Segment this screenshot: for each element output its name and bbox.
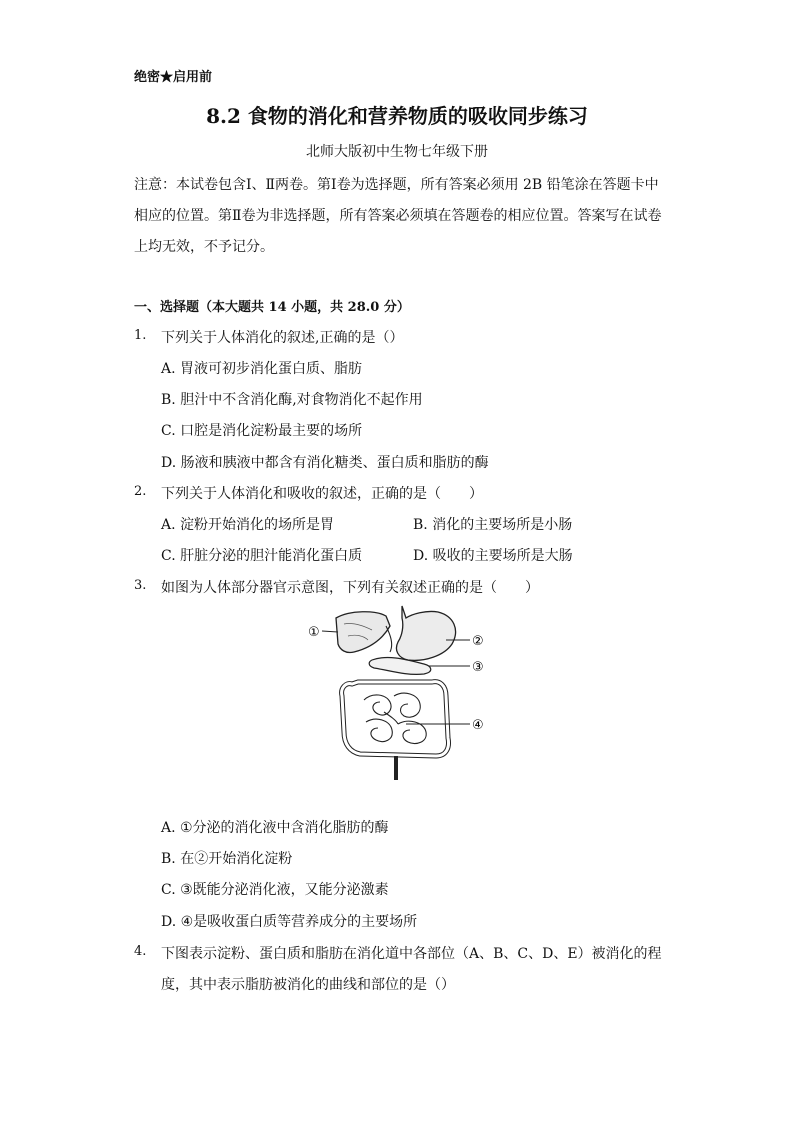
question-4-number: 4. (134, 944, 147, 959)
question-4-text-line-1: 下图表示淀粉、蛋白质和脂肪在消化道中各部位（A、B、C、D、E）被消化的程 (161, 946, 662, 962)
figure-label-1: ① (308, 625, 320, 640)
question-1-number: 1. (134, 328, 147, 343)
section-heading: 一、选择题（本大题共 14 小题，共 28.0 分） (134, 300, 410, 315)
figure-label-4: ④ (472, 718, 484, 733)
secret-label: 绝密★启用前 (134, 70, 213, 85)
question-1-option-b: B. 胆汁中不含消化酶,对食物消化不起作用 (161, 392, 423, 408)
question-1-option-c: C. 口腔是消化淀粉最主要的场所 (161, 423, 363, 439)
question-4-text-line-2: 度，其中表示脂肪被消化的曲线和部位的是（） (161, 977, 455, 993)
question-3-text: 如图为人体部分器官示意图，下列有关叙述正确的是（ ） (161, 580, 539, 596)
question-1-text: 下列关于人体消化的叙述,正确的是（） (161, 330, 404, 346)
stomach-drawing (396, 606, 455, 660)
question-3-option-c: C. ③既能分泌消化液，又能分泌激素 (161, 882, 389, 898)
question-3-option-d: D. ④是吸收蛋白质等营养成分的主要场所 (161, 914, 418, 930)
figure-label-3: ③ (472, 660, 484, 675)
question-2-number: 2. (134, 484, 147, 499)
question-3-option-a: A. ①分泌的消化液中含消化脂肪的酶 (161, 820, 389, 836)
question-2-option-a: A. 淀粉开始消化的场所是胃 (161, 517, 335, 533)
figure-label-2: ② (472, 634, 484, 649)
page-title: 8.2 食物的消化和营养物质的吸收同步练习 (206, 104, 588, 128)
question-2-option-b: B. 消化的主要场所是小肠 (413, 517, 573, 533)
question-3-number: 3. (134, 578, 147, 593)
liver-drawing (336, 612, 390, 653)
question-2-option-d: D. 吸收的主要场所是大肠 (413, 548, 573, 564)
digestive-system-figure (298, 604, 498, 782)
question-3-option-b: B. 在②开始消化淀粉 (161, 851, 293, 867)
question-1-option-a: A. 胃液可初步消化蛋白质、脂肪 (161, 361, 363, 377)
question-2-text: 下列关于人体消化和吸收的叙述，正确的是（ ） (161, 486, 483, 502)
question-2-option-c: C. 肝脏分泌的胆汁能消化蛋白质 (161, 548, 363, 564)
large-intestine-drawing (342, 682, 449, 756)
question-1-option-d: D. 肠液和胰液中都含有消化糖类、蛋白质和脂肪的酶 (161, 455, 489, 471)
exam-notice: 注意：本试卷包含Ⅰ、Ⅱ两卷。第Ⅰ卷为选择题，所有答案必须用 2B 铅笔涂在答题卡中相应的位置。第Ⅱ卷为非选择题，所有答案必须填在答题卷的相应位置。答案写在试卷上均无效，不予记分。 (134, 177, 662, 255)
page-subtitle: 北师大版初中生物七年级下册 (306, 144, 488, 160)
small-intestine-drawing (364, 693, 426, 743)
